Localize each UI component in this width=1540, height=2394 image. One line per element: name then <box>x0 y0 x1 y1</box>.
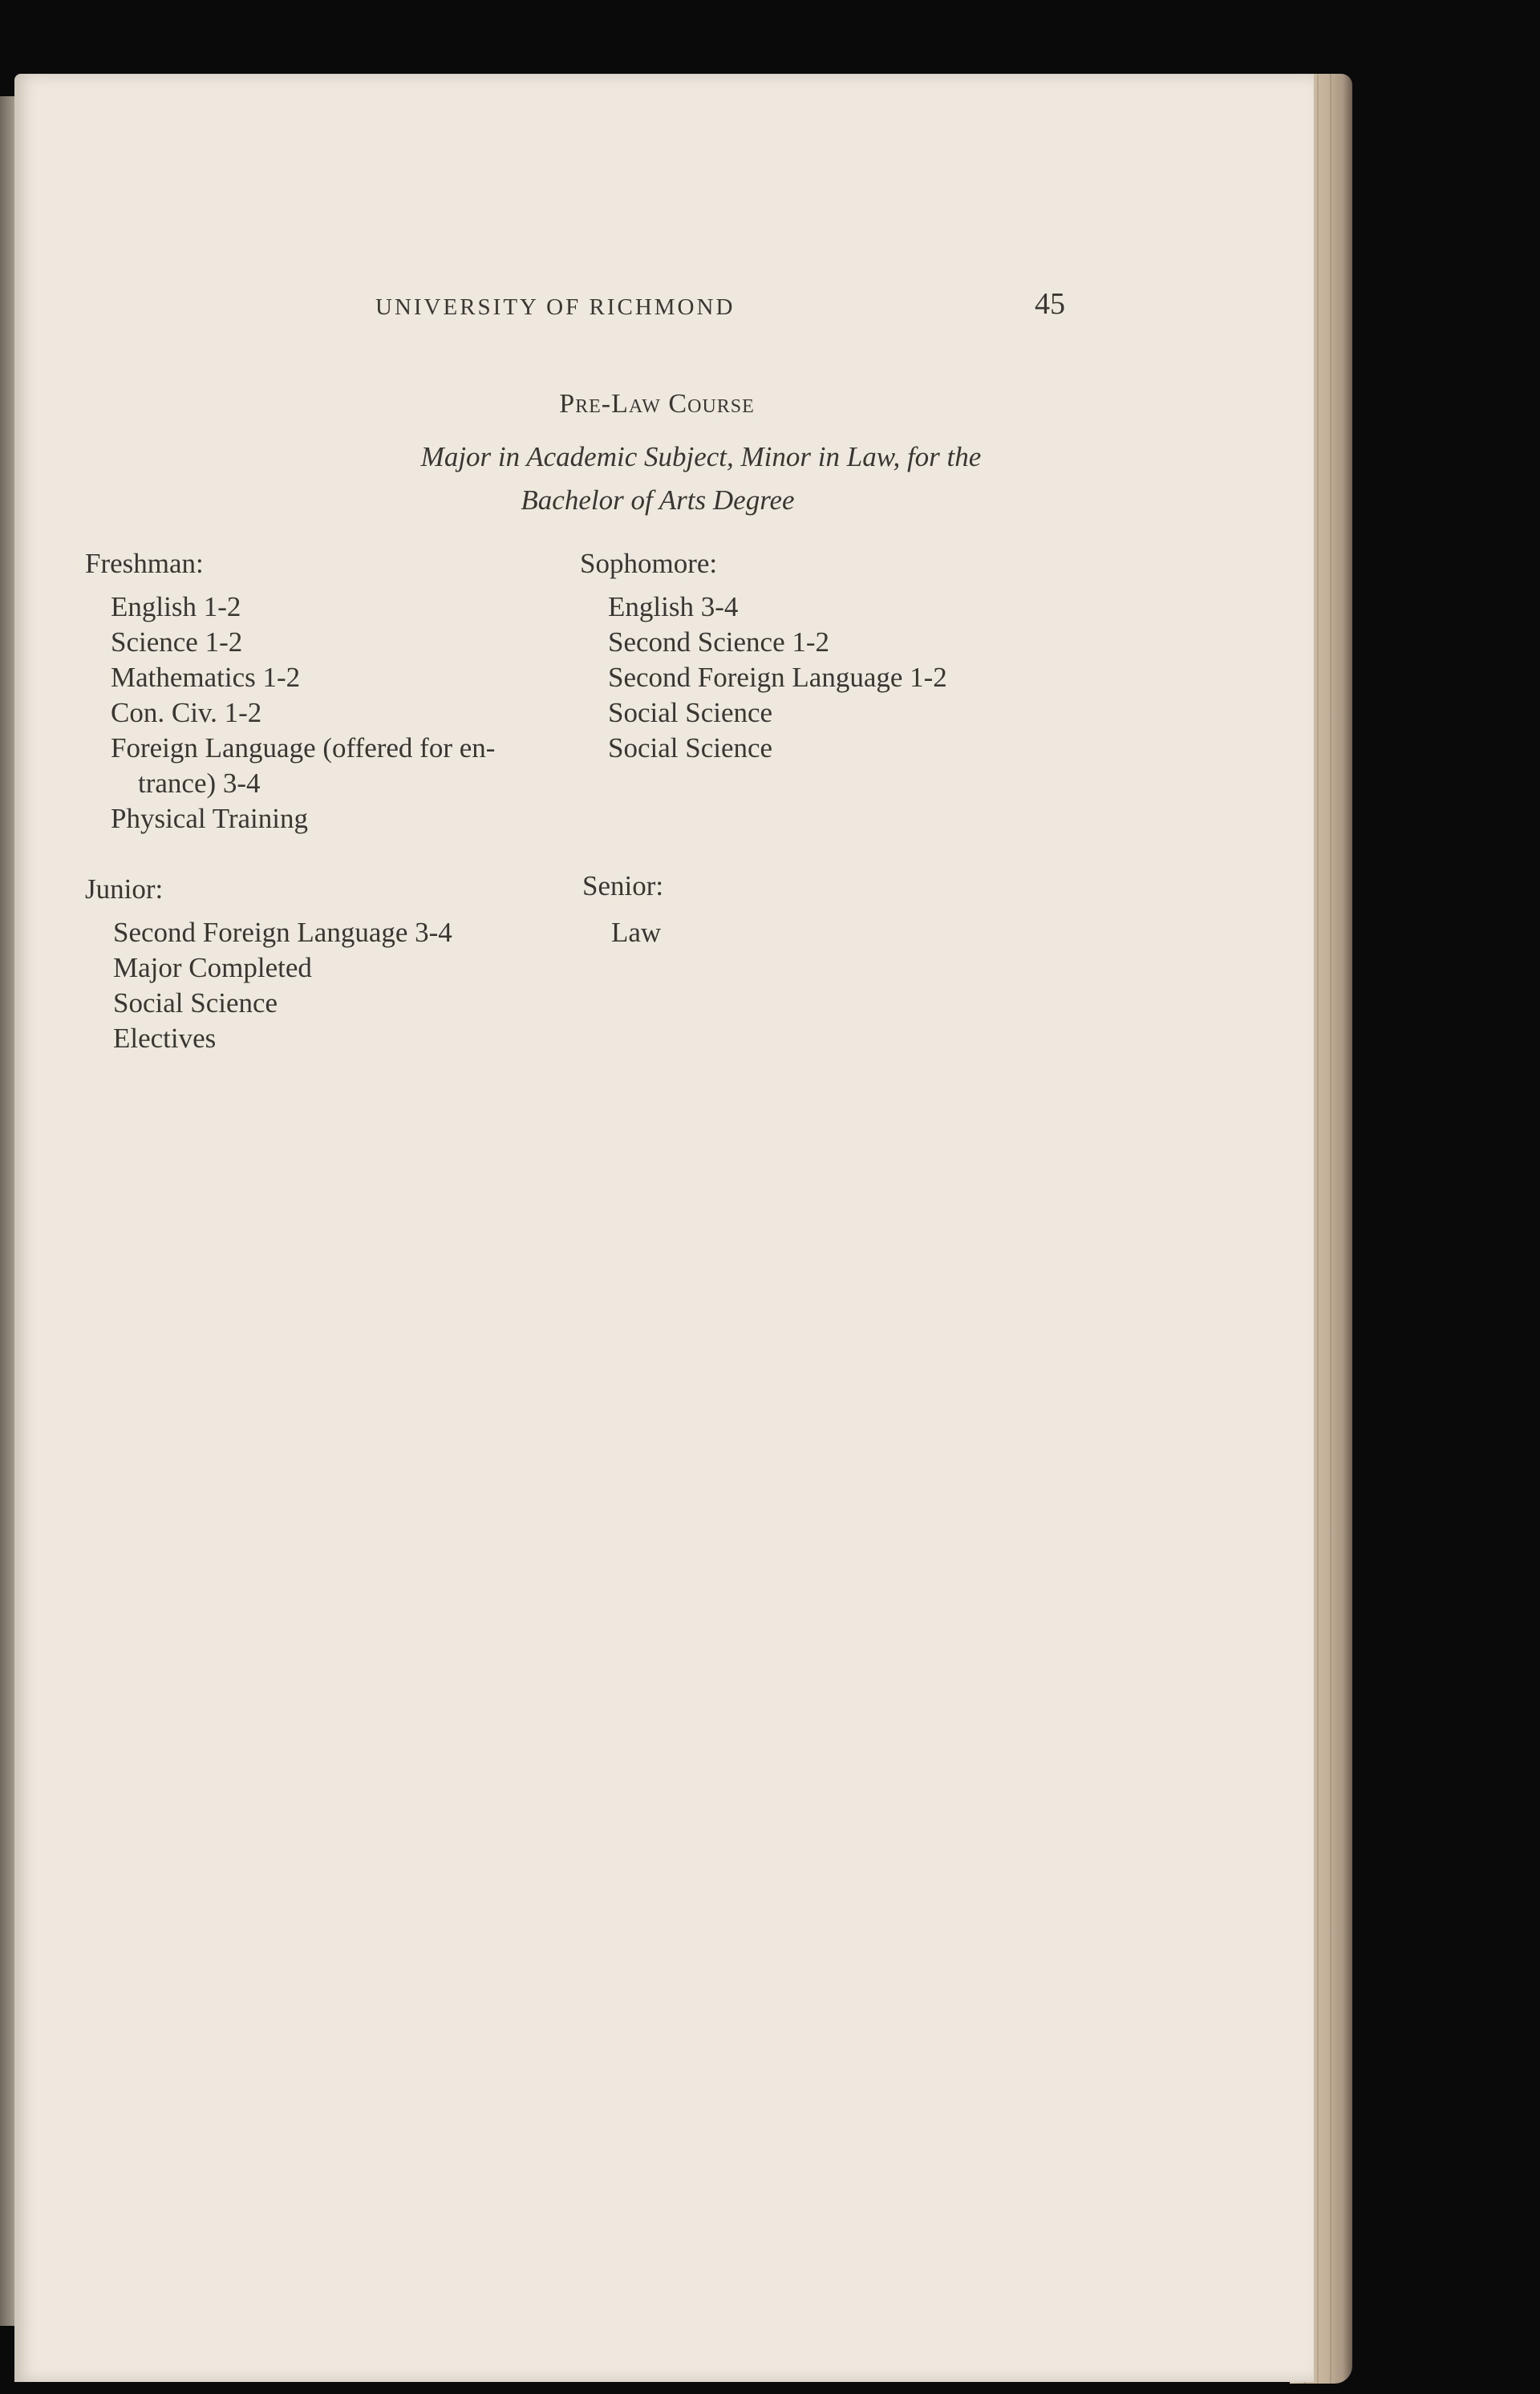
freshman-course: Physical Training <box>111 803 309 834</box>
section-subtitle-line-1: Major in Academic Subject, Minor in Law, for the <box>420 441 982 472</box>
freshman-course: English 1-2 <box>111 591 241 622</box>
junior-course: Social Science <box>113 987 278 1019</box>
book-page <box>14 74 1314 2382</box>
junior-course: Electives <box>113 1023 217 1054</box>
sophomore-heading: Sophomore: <box>580 548 718 579</box>
junior-course: Second Foreign Language 3-4 <box>113 917 452 948</box>
freshman-heading: Freshman: <box>85 548 204 579</box>
freshman-course: trance) 3-4 <box>138 768 261 799</box>
running-head: UNIVERSITY OF RICHMOND <box>375 294 736 320</box>
senior-heading: Senior: <box>582 870 664 901</box>
junior-heading: Junior: <box>85 873 164 905</box>
sophomore-course: English 3-4 <box>608 591 739 622</box>
freshman-course: Con. Civ. 1-2 <box>111 697 262 728</box>
freshman-course: Science 1-2 <box>111 626 243 658</box>
sophomore-course: Second Science 1-2 <box>608 626 830 658</box>
sophomore-course: Second Foreign Language 1-2 <box>608 662 947 693</box>
freshman-course: Foreign Language (offered for en- <box>111 732 496 764</box>
sophomore-course: Social Science <box>608 732 773 764</box>
sophomore-course: Social Science <box>608 697 773 728</box>
section-subtitle-line-2: Bachelor of Arts Degree <box>521 484 795 516</box>
freshman-course: Mathematics 1-2 <box>111 662 301 693</box>
page-number: 45 <box>1035 287 1065 321</box>
section-title: Pre-Law Course <box>559 389 755 419</box>
senior-course: Law <box>611 917 662 948</box>
junior-course: Major Completed <box>113 952 312 983</box>
